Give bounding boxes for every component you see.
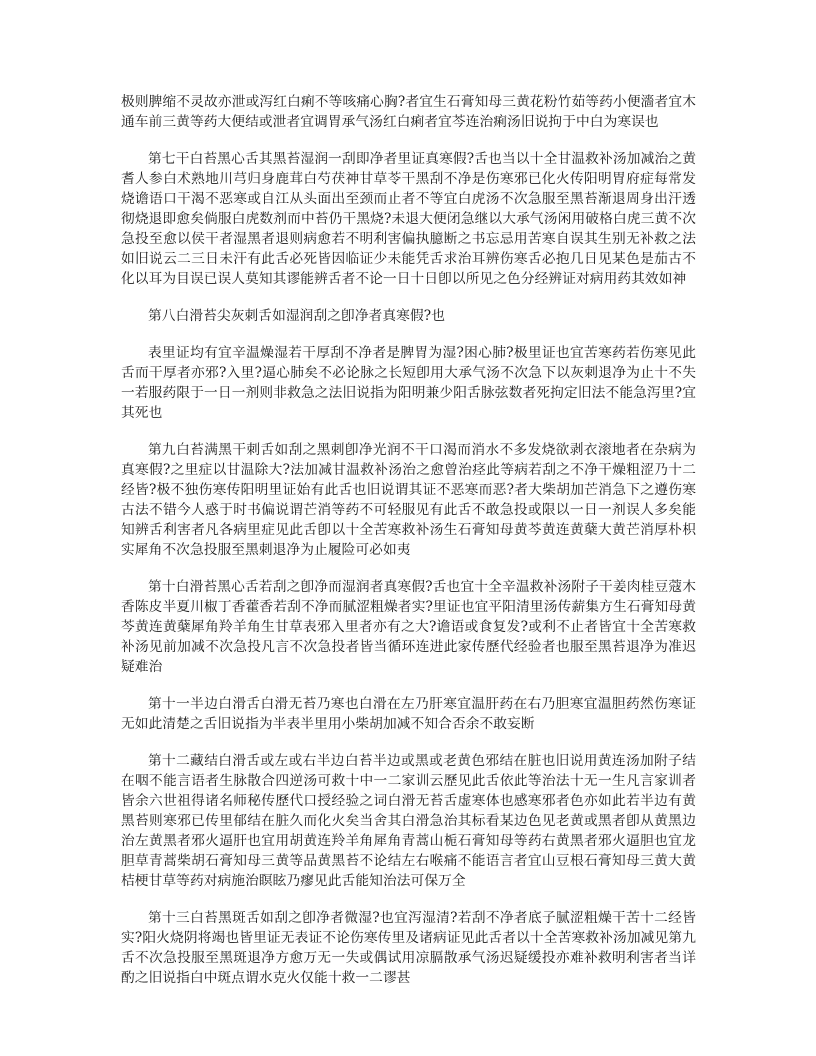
paragraph-tongue-10: 第十白滑苔黑心舌若刮之卽净而湿润者真寒假?舌也宜十全辛温救补汤附子干姜肉桂豆蔻木香陈皮半夏川椒丁香藿香若刮不净而腻涩粗燥者实?里证也宜平阳清里汤传薪集方生石膏知母黄芩黄连黄蘖犀角羚羊角生甘草表邪入里者亦有之大?谵语或食复发?或利不止者皆宜十全苦寒救补汤见前加减不次急投凡言不次急投者皆当循环连进此家传歷代经验者也服至黑苔退净为准迟疑难治 [121,579,696,675]
paragraph-intro: 极则脾缩不灵故亦泄或泻红白痢不等咳痛心胸?者宜生石膏知母三黄花粉竹茹等药小便濇者宜木通车前三黄等药大便结或泄者宜调胃承气汤红白痢者宜芩连治痢汤旧说拘于中白为寒误也 [121,94,696,130]
paragraph-tongue-7: 第七干白苔黑心舌其黑苔湿润一刮即净者里证真寒假?舌也当以十全甘温救补汤加减治之黄耆人参白术熟地川芎归身鹿茸白芍茯神甘草苓干黑刮不净是伤寒邪已化火传阳明胃府症每常发烧谵语口干渴不恶寒或自江从头面出至颈而止者不等宜白虎汤不次急服至黑苔渐退周身出汗透彻烧退即愈矣倘服白虎数剂而中苔仍干黑烧?未退大便闭急继以大承气汤闲用破格白虎三黄不次急投至愈以侯干者湿黑者退则病愈若不明利害偏执臆断之书忘忌用苦寒自误其生别无补救之法如旧说云二三日未汗有此舌必死皆因临证少未能凭舌求治耳辨伤寒舌必抱几日见某色是茄古不化以耳为目误已误人莫知其谬能辨舌者不论一日十日卽以所见之色分经辨证对病用药其效如神 [121,151,696,287]
paragraph-tongue-11: 第十一半边白滑舌白滑无苔乃寒也白滑在左乃肝寒宜温肝药在右乃胆寒宜温胆药然伤寒证无如此清楚之舌旧说指为半表半里用小柴胡加减不知合否余不敢妄断 [121,696,696,732]
paragraph-tongue-8-heading: 第八白滑苔尖灰刺舌如湿润刮之卽净者真寒假?也 [148,308,445,324]
paragraph-tongue-9: 第九白苔满黑干刺舌如刮之黑刺卽净光润不干口渴而消水不多发烧欲剥衣滚地者在杂病为真寒假?之里症以甘温除大?法加减甘温救补汤治之愈曾治痉此等病若刮之不净干燥粗涩乃十二经皆?极不独伤寒传阳明里证始有此舌也旧说谓其证不恶寒而恶?者大柴胡加芒消急下之遵伤寒古法不错今人惑于时书偏说谓芒消等药不可轻服见有此舌不敢急投或限以一日一剂误人多矣能知辨舌利害者凡各病里症见此舌卽以十全苦寒救补汤生石膏知母黄芩黄连黄蘖大黄芒消厚朴枳实犀角不次急投服至黑刺退净为止履险可必如夷 [121,442,696,558]
paragraph-tongue-12: 第十二藏结白滑舌或左或右半边白苔半边或黑或老黄色邪结在脏也旧说用黄连汤加附子结在咽不能言语者生脉散合四逆汤可救十中一二家训云歷见此舌依此等治法十无一生凡言家训者皆余六世祖得诸名师秘传歷代口授经验之词白滑无苔舌虚寒体也感寒邪者色亦如此若半边有黄黑苔则寒邪已传里郁结在脏久而化火矣当舍其白滑急治其标看某边色见老黄或黑者卽从黄黑边治左黄黑者邪火逼肝也宜用胡黄连羚羊角犀角青蒿山栀石膏知母等药右黄黑者邪火逼胆也宜龙胆草青蒿柴胡石膏知母三黄等品黄黑苔不论结左右喉痛不能语言者宜山豆根石膏知母三黄大黄桔梗甘草等药对病施治瞑眩乃瘳见此舌能知治法可保万全 [121,753,696,889]
paragraph-tongue-8-body: 表里证均有宜辛温燥湿若干厚刮不净者是脾胃为湿?困心肺?极里证也宜苦寒药若伤寒见此舌而干厚者亦邪?入里?逼心肺矣不必论脉之长短卽用大承气汤不次急下以灰刺退净为止十不失一若服药限于一日一剂则非救急之法旧说指为阳明兼少阳舌脉弦数者死拘定旧法不能急泻里?宜其死也 [121,345,696,421]
paragraph-tongue-13: 第十三白苔黑斑舌如刮之卽净者微湿?也宜泻湿清?若刮不净者底子腻涩粗燥干苦十二经皆实?阳火烧阴将竭也皆里证无表证不论伤寒传里及诸病证见此舌者以十全苦寒救补汤加减见第九舌不次急投服至黑斑退净方愈万无一失或偶试用凉膈散承气汤迟疑缓投亦难补救明利害者当详酌之旧说指白中斑点谓水克火仅能十救一二谬甚 [121,910,696,986]
document-page [121,92,696,1005]
